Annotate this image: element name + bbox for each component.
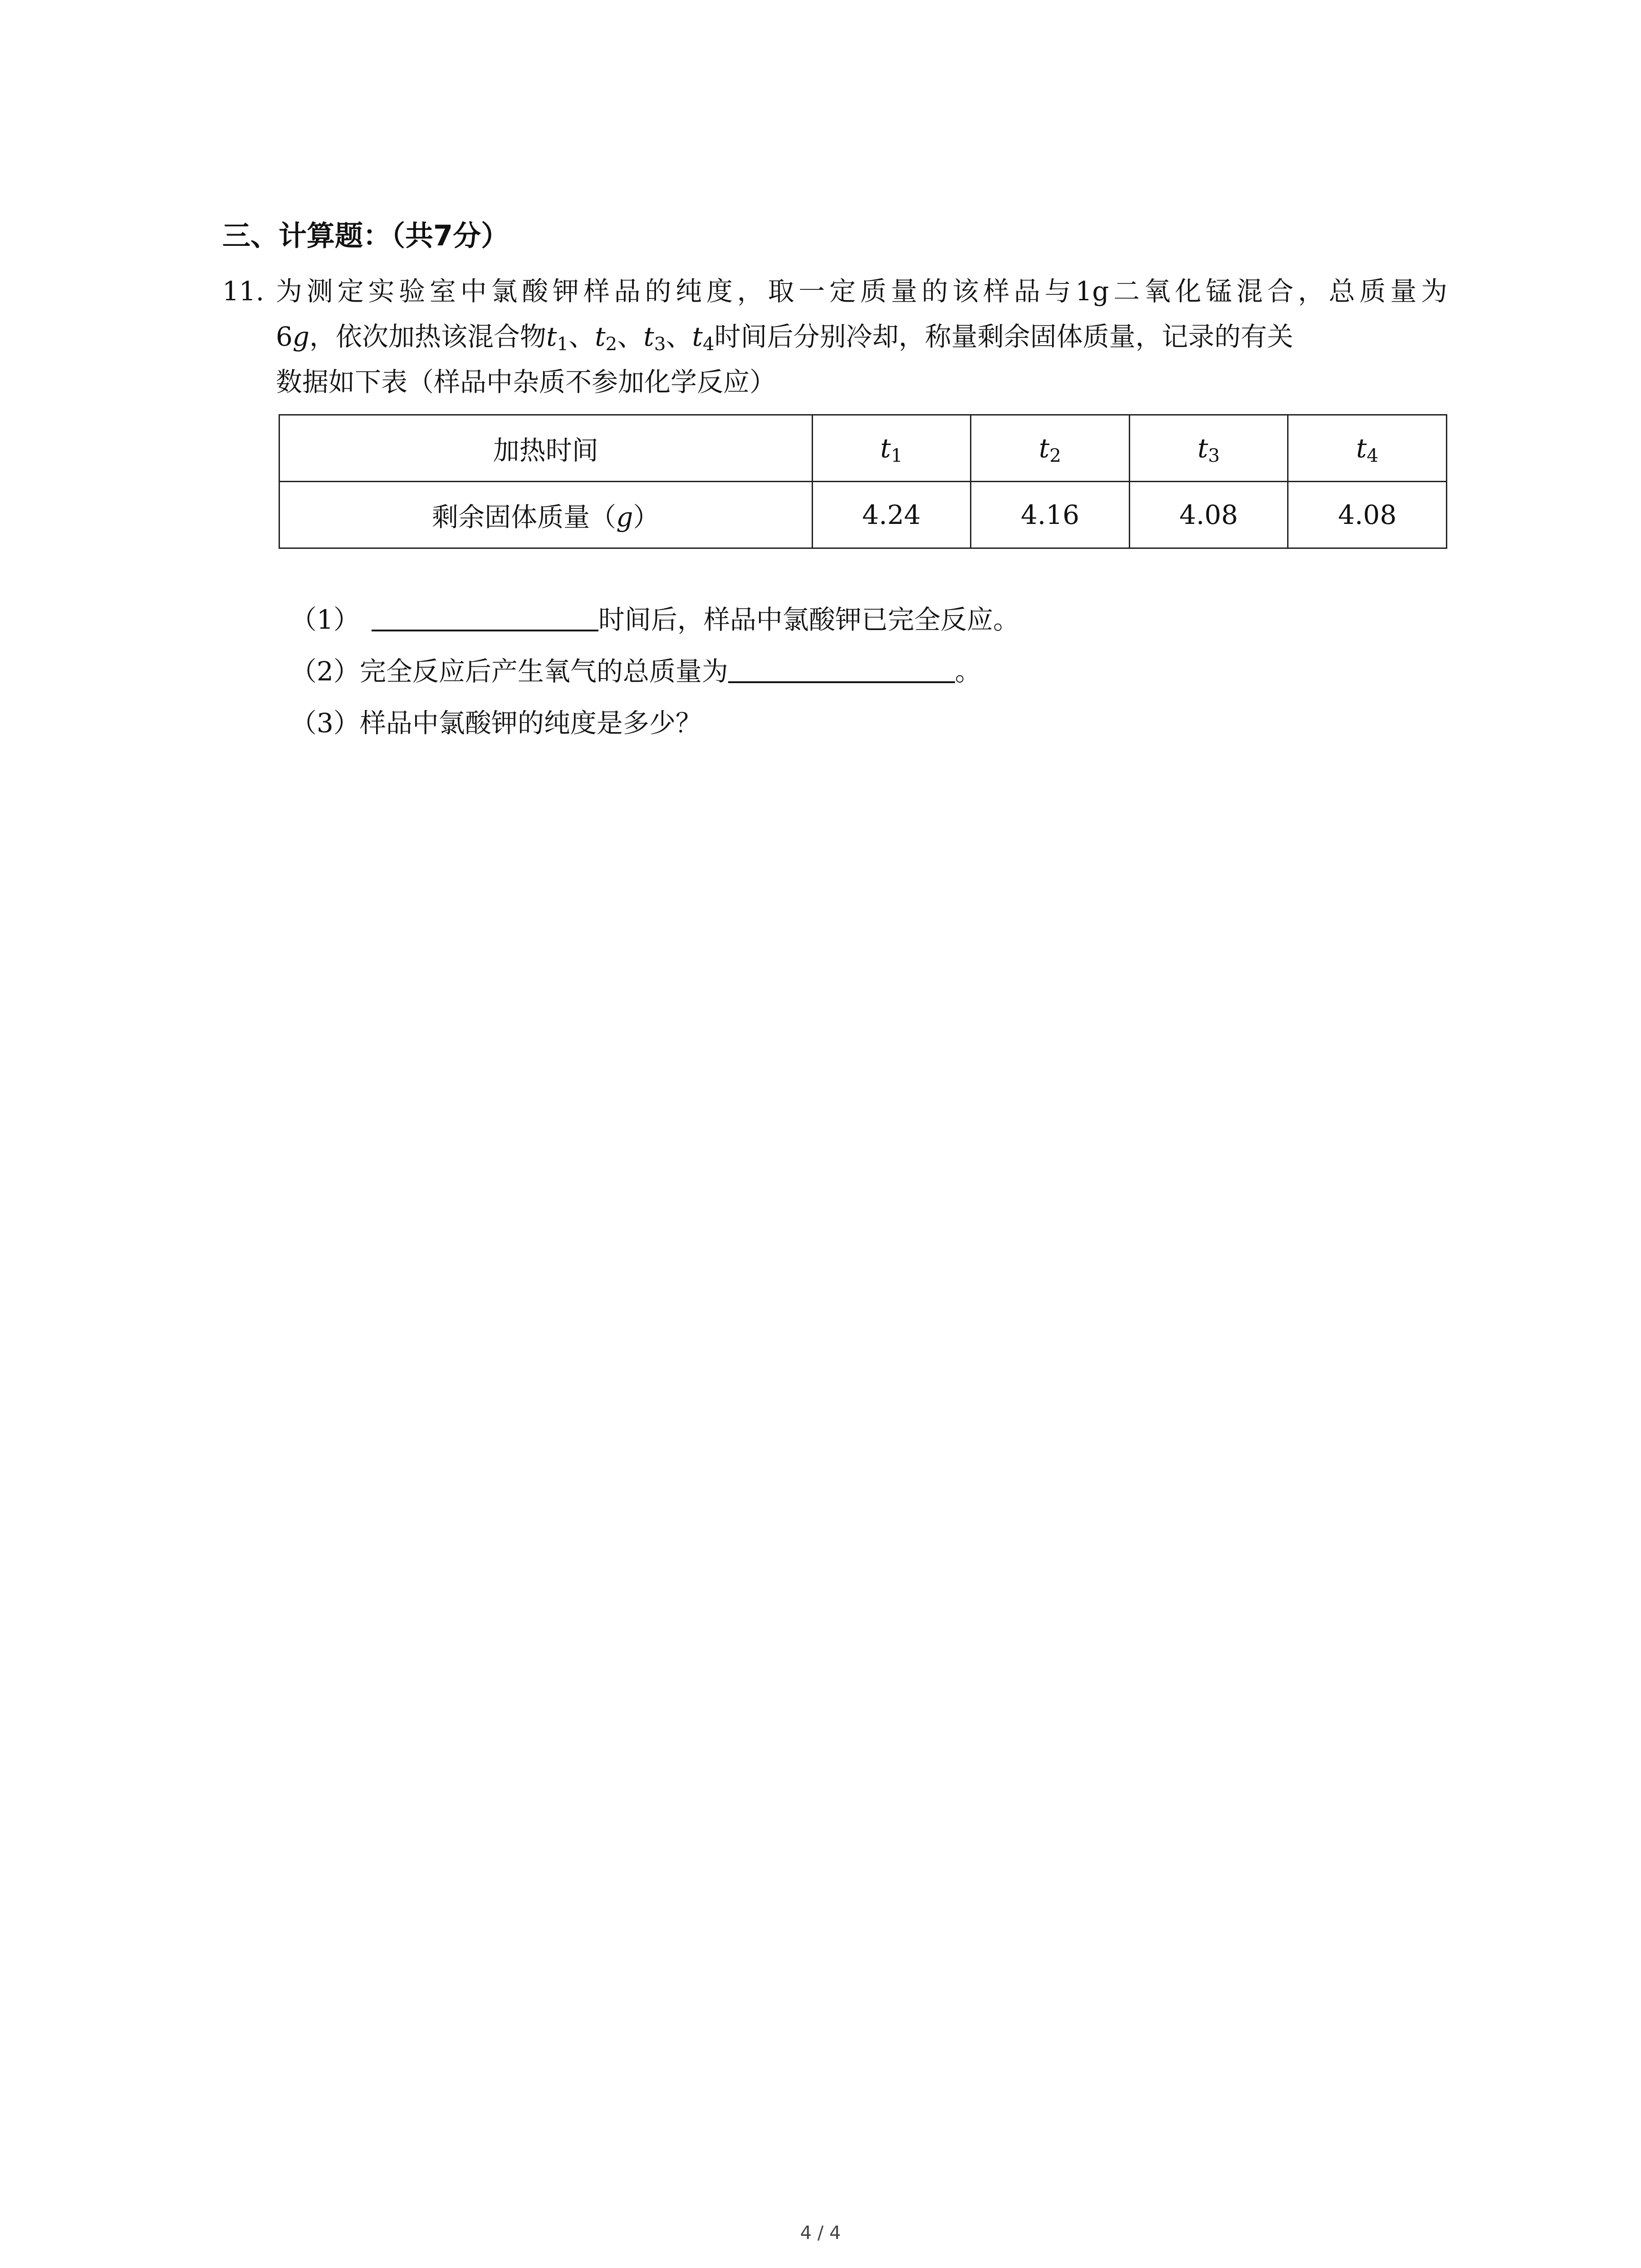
- question-text: [276, 269, 1447, 405]
- total-mass-number: 6: [276, 321, 293, 352]
- section-heading: 三、计算题：（共7分）: [222, 219, 509, 252]
- time-t2-symbol: t: [595, 321, 606, 352]
- answer-blank-2[interactable]: [728, 653, 955, 683]
- table-header-heating-time: 加热时间: [279, 415, 813, 482]
- separator-3: 、: [666, 321, 692, 352]
- table-row: [279, 482, 1447, 548]
- question-number: 11.: [222, 276, 265, 307]
- table-cell-t4: $t_4$: [1288, 415, 1447, 482]
- data-table: [279, 414, 1447, 549]
- time-t4-symbol: t: [692, 321, 703, 352]
- question-line-1: 为测定实验室中氯酸钾样品的纯度，取一定质量的该样品与1g二氧化锰混合，总质量为: [276, 276, 1447, 307]
- sub-question-2: [290, 649, 981, 694]
- question-line-2-text-a: ，依次加热该混合物: [309, 321, 547, 352]
- question-line-2: [276, 314, 1447, 359]
- table-cell-mass-3: 4.08: [1129, 482, 1288, 548]
- table-cell-mass-4: 4.08: [1288, 482, 1447, 548]
- page-number: 4 / 4: [800, 2223, 841, 2244]
- answer-blank-1[interactable]: [372, 601, 598, 631]
- table-cell-mass-1: 4.24: [812, 482, 971, 548]
- question-line-3: 数据如下表（样品中杂质不参加化学反应）: [276, 367, 776, 397]
- time-t2-subscript: 2: [605, 333, 617, 355]
- table-header-remaining-mass: 剩余固体质量（g）: [279, 482, 813, 548]
- table-cell-t1: $t_1$: [812, 415, 971, 482]
- time-t4-subscript: 4: [702, 333, 715, 355]
- question-11: [222, 269, 1447, 405]
- separator-1: 、: [568, 321, 595, 352]
- sub-question-1-number: （1）: [290, 604, 360, 635]
- sub-question-3: （3）样品中氯酸钾的纯度是多少？: [290, 708, 702, 738]
- question-line-2-text-b: 时间后分别冷却，称量剩余固体质量，记录的有关: [714, 321, 1293, 352]
- gram-unit: g: [292, 321, 310, 352]
- time-t3-symbol: t: [643, 321, 654, 352]
- table-cell-mass-2: 4.16: [971, 482, 1130, 548]
- sub-question-1: [290, 597, 1019, 642]
- table-cell-t2: $t_2$: [971, 415, 1130, 482]
- sub-question-1-text: 时间后，样品中氯酸钾已完全反应。: [598, 604, 1019, 635]
- sub-question-2-text: （2）完全反应后产生氧气的总质量为: [290, 656, 728, 687]
- sub-question-2-suffix: 。: [955, 656, 981, 687]
- table-row: [279, 415, 1447, 482]
- time-t1-subscript: 1: [557, 333, 569, 355]
- separator-2: 、: [617, 321, 644, 352]
- table-cell-t3: $t_3$: [1129, 415, 1288, 482]
- time-t1-symbol: t: [546, 321, 557, 352]
- time-t3-subscript: 3: [654, 333, 666, 355]
